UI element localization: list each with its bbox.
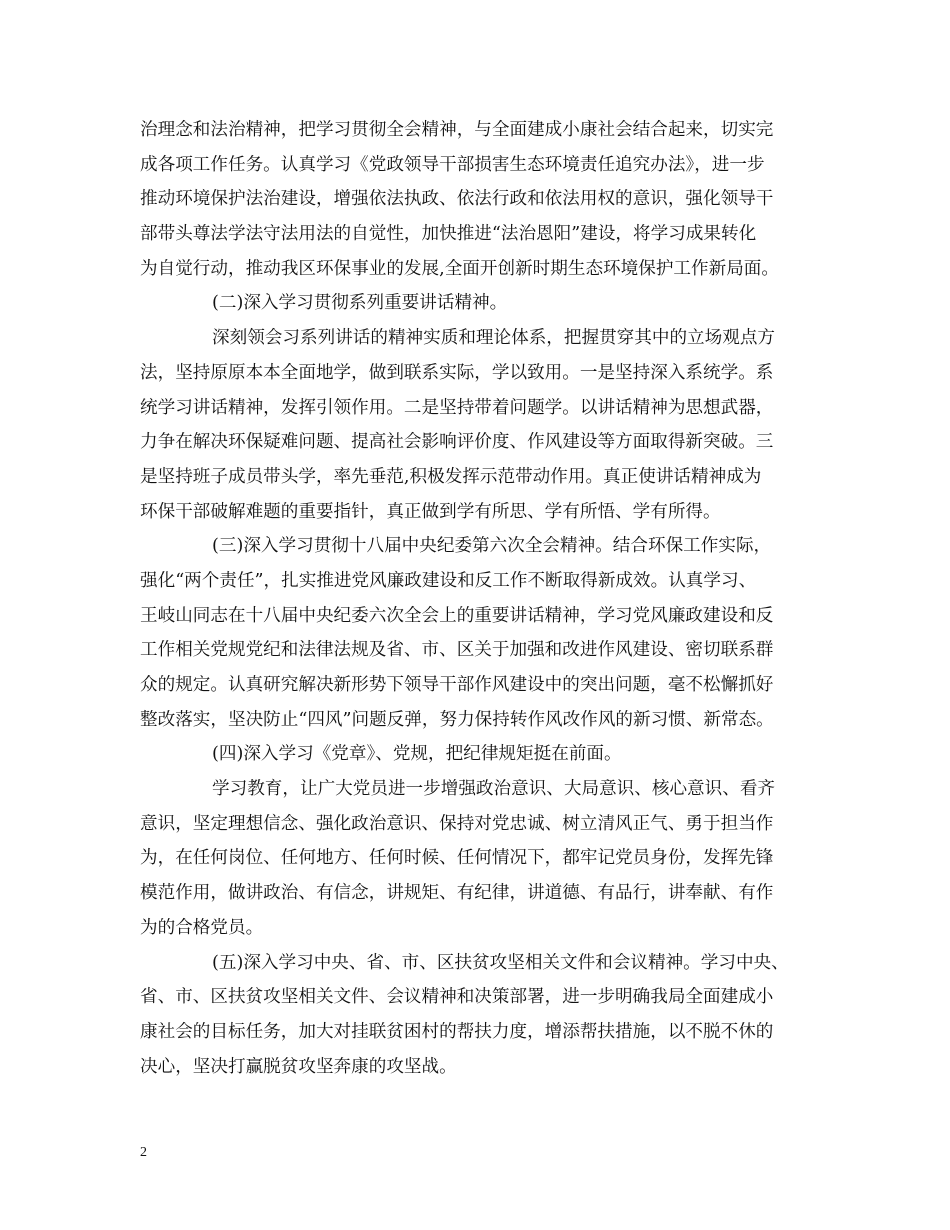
- document-body: [140, 113, 825, 1084]
- text-line: 为的合格党员。: [140, 917, 264, 938]
- text-line: 部带头尊法学法守法用法的自觉性，加快推进“法治恩阳”建设，将学习成果转化: [140, 224, 757, 245]
- text-line: 统学习讲话精神，发挥引领作用。二是坚持带着问题学。以讲话精神为思想武器，: [140, 397, 774, 418]
- text-line: (四)深入学习《党章》、党规，把纪律规矩挺在前面。: [212, 744, 622, 765]
- text-line: 省、市、区扶贫攻坚相关文件、会议精神和决策部署，进一步明确我局全面建成小: [140, 987, 774, 1008]
- text-line: 决心，坚决打赢脱贫攻坚奔康的攻坚战。: [140, 1056, 457, 1077]
- text-line: 力争在解决环保疑难问题、提高社会影响评价度、作风建设等方面取得新突破。三: [140, 432, 774, 453]
- page-number: 2: [140, 1145, 147, 1160]
- text-line: 模范作用，做讲政治、有信念，讲规矩、有纪律，讲道德、有品行，讲奉献、有作: [140, 883, 774, 904]
- text-line: (三)深入学习贯彻十八届中央纪委第六次全会精神。结合环保工作实际，: [212, 536, 772, 557]
- text-line: 深刻领会习系列讲话的精神实质和理论体系，把握贯穿其中的立场观点方: [212, 328, 776, 349]
- text-line: 众的规定。认真研究解决新形势下领导干部作风建设中的突出问题，毫不松懈抓好: [140, 675, 774, 695]
- text-line: 治理念和法治精神，把学习贯彻全会精神，与全面建成小康社会结合起来，切实完: [140, 120, 774, 140]
- text-line: 是坚持班子成员带头学，率先垂范,积极发挥示范带动作用。真正使讲话精神成为: [140, 466, 762, 487]
- text-line: 整改落实，坚决防止“四风”问题反弹，努力保持转作风改作风的新习惯、新常态。: [140, 709, 774, 730]
- text-line: 学习教育，让广大党员进一步增强政治意识、大局意识、核心意识、看齐: [212, 779, 776, 800]
- text-line: 法，坚持原原本本全面地学，做到联系实际，学以致用。一是坚持深入系统学。系: [140, 362, 774, 383]
- text-line: 为自觉行动，推动我区环保事业的发展,全面开创新时期生态环境保护工作新局面。: [140, 258, 779, 279]
- text-line: 王岐山同志在十八届中央纪委六次全会上的重要讲话精神，学习党风廉政建设和反: [140, 605, 774, 626]
- text-line: (五)深入学习中央、省、市、区扶贫攻坚相关文件和会议精神。学习中央、: [212, 952, 789, 973]
- text-line: 康社会的目标任务，加大对挂联贫困村的帮扶力度，增添帮扶措施，以不脱不休的: [140, 1021, 774, 1042]
- text-line: 强化“两个责任”，扎实推进党风廉政建设和反工作不断取得新成效。认真学习、: [140, 570, 757, 591]
- text-line: 环保干部破解难题的重要指针，真正做到学有所思、学有所悟、学有所得。: [140, 501, 721, 522]
- text-line: 工作相关党规党纪和法律法规及省、市、区关于加强和改进作风建设、密切联系群: [140, 640, 774, 661]
- text-line: 成各项工作任务。认真学习《党政领导干部损害生态环境责任追究办法》，进一步: [140, 154, 765, 175]
- text-line: (二)深入学习贯彻系列重要讲话精神。: [212, 293, 508, 314]
- text-line: 意识，坚定理想信念、强化政治意识、保持对党忠诚、树立清风正气、勇于担当作: [140, 813, 774, 834]
- text-line: 推动环境保护法治建设，增强依法执政、依法行政和依法用权的意识，强化领导干: [140, 189, 774, 210]
- text-line: 为，在任何岗位、任何地方、任何时候、任何情况下，都牢记党员身份，发挥先锋: [140, 848, 774, 869]
